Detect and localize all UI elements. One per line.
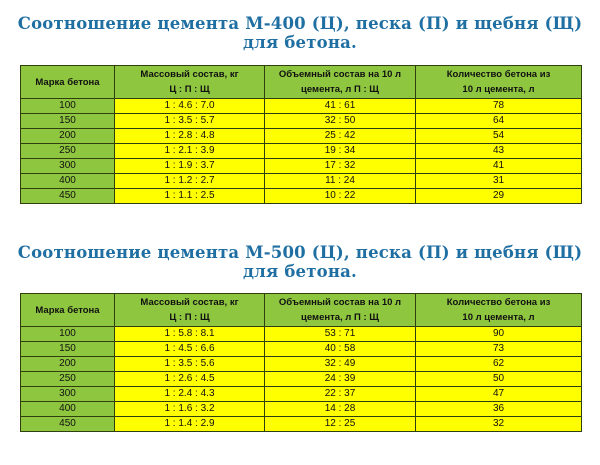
table-cell: 43 [416,144,582,159]
table-cell: 62 [416,357,582,372]
concrete-grade-cell: 450 [21,189,115,204]
header-text: Ц : П : Щ [169,312,210,323]
table-cell: 1 : 1.1 : 2.5 [115,189,265,204]
table-cell: 29 [416,189,582,204]
table-cell: 24 : 39 [265,372,416,387]
table-cell: 47 [416,387,582,402]
header-text: Массовый состав, кг [140,69,239,80]
table-cell: 10 : 22 [265,189,416,204]
concrete-grade-cell: 200 [21,129,115,144]
concrete-grade-cell: 150 [21,342,115,357]
header-text: Количество бетона из [446,69,551,80]
table-cell: 40 : 58 [265,342,416,357]
concrete-grade-cell: 100 [21,327,115,342]
header-text: Объемный состав на 10 л [278,69,402,80]
header-text: 10 л цемента, л [462,312,535,323]
concrete-grade-cell: 150 [21,114,115,129]
column-header [21,294,115,327]
table-cell: 1 : 3.5 : 5.7 [115,114,265,129]
header-text: Марка бетона [35,76,100,88]
table-cell: 1 : 4.5 : 6.6 [115,342,265,357]
table-cell: 78 [416,99,582,114]
table-cell: 32 [416,417,582,432]
header-text: Марка бетона [35,304,100,316]
table-cell: 1 : 3.5 : 5.6 [115,357,265,372]
column-header [416,66,582,99]
table-cell: 11 : 24 [265,174,416,189]
table-cell: 32 : 49 [265,357,416,372]
table-cell: 73 [416,342,582,357]
column-header [265,294,416,327]
table-cell: 1 : 1.6 : 3.2 [115,402,265,417]
table-cell: 1 : 5.8 : 8.1 [115,327,265,342]
concrete-grade-cell: 300 [21,159,115,174]
ratio-table-m500 [20,293,582,432]
table-row [21,387,582,402]
table-cell: 14 : 28 [265,402,416,417]
ratio-table-m400 [20,65,582,204]
table-row [21,372,582,387]
table-cell: 1 : 2.4 : 4.3 [115,387,265,402]
header-text: Массовый состав, кг [140,297,239,308]
table-cell: 1 : 1.2 : 2.7 [115,174,265,189]
concrete-grade-cell: 100 [21,99,115,114]
table-cell: 19 : 34 [265,144,416,159]
concrete-grade-cell: 450 [21,417,115,432]
column-header [115,66,265,99]
table-cell: 41 : 61 [265,99,416,114]
concrete-grade-cell: 250 [21,372,115,387]
table-cell: 41 [416,159,582,174]
concrete-grade-cell: 300 [21,387,115,402]
table-row [21,417,582,432]
table-row [21,114,582,129]
table-cell: 90 [416,327,582,342]
table-cell: 64 [416,114,582,129]
table-row [21,327,582,342]
table-cell: 1 : 1.9 : 3.7 [115,159,265,174]
column-header [21,66,115,99]
column-header [265,66,416,99]
table-cell: 17 : 32 [265,159,416,174]
table-cell: 53 : 71 [265,327,416,342]
table-cell: 1 : 1.4 : 2.9 [115,417,265,432]
table-cell: 32 : 50 [265,114,416,129]
concrete-grade-cell: 200 [21,357,115,372]
concrete-grade-cell: 400 [21,174,115,189]
header-text: цемента, л П : Щ [301,312,379,323]
table-cell: 12 : 25 [265,417,416,432]
table-title-m500: Соотношение цемента М-500 (Ц), песка (П) и щебня (Щ) для бетона. [17,243,583,281]
table-row [21,144,582,159]
table-cell: 31 [416,174,582,189]
table-row [21,174,582,189]
table-cell: 54 [416,129,582,144]
table-row [21,342,582,357]
column-header [115,294,265,327]
header-text: Ц : П : Щ [169,84,210,95]
table-cell: 1 : 2.8 : 4.8 [115,129,265,144]
header-text: Объемный состав на 10 л [278,297,402,308]
table-cell: 50 [416,372,582,387]
table-row [21,99,582,114]
table-cell: 1 : 2.1 : 3.9 [115,144,265,159]
table-cell: 25 : 42 [265,129,416,144]
table-row [21,159,582,174]
table-row [21,357,582,372]
header-row [21,294,582,327]
concrete-grade-cell: 400 [21,402,115,417]
table-cell: 1 : 2.6 : 4.5 [115,372,265,387]
header-row [21,66,582,99]
table-cell: 36 [416,402,582,417]
table-cell: 22 : 37 [265,387,416,402]
header-text: Количество бетона из [446,297,551,308]
table-row [21,189,582,204]
header-text: 10 л цемента, л [462,84,535,95]
concrete-grade-cell: 250 [21,144,115,159]
table-cell: 1 : 4.6 : 7.0 [115,99,265,114]
header-text: цемента, л П : Щ [301,84,379,95]
table-row [21,129,582,144]
table-row [21,402,582,417]
column-header [416,294,582,327]
table-title-m400: Соотношение цемента М-400 (Ц), песка (П) и щебня (Щ) для бетона. [17,14,583,52]
